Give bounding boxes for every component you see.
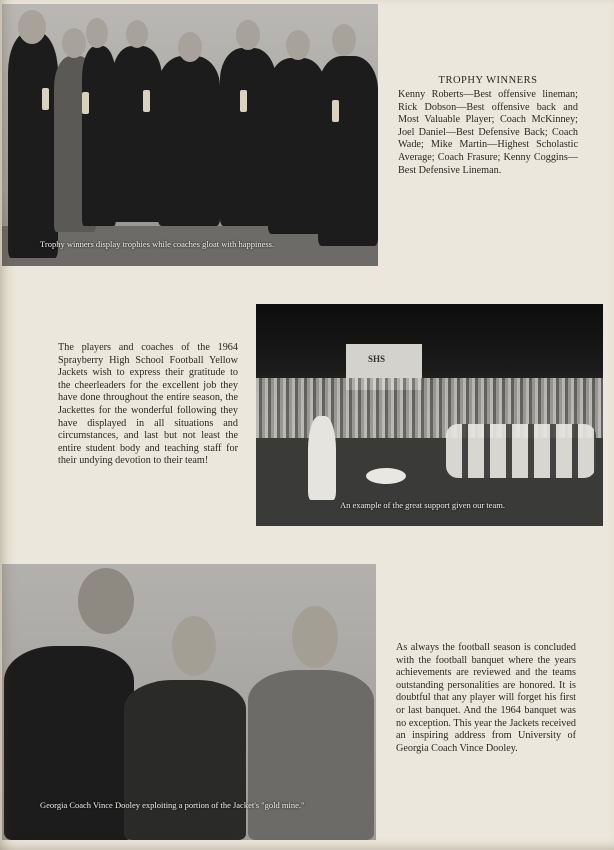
dooley-photo: [2, 564, 376, 840]
cheerleader-group: [446, 424, 596, 478]
person-figure: [124, 680, 246, 840]
trophy-photo-caption: Trophy winners display trophies while coaches gloat with happiness.: [40, 239, 275, 249]
cheer-photo-caption: An example of the great support given our team.: [340, 500, 505, 510]
pom-pom: [366, 468, 406, 484]
person-figure: [318, 56, 378, 246]
person-head: [332, 24, 356, 56]
banquet-paragraph: As always the football season is concluded with the football banquet where the years achievements are reviewed and the teams outstanding personalities are honored. It is doubtful that any player will forget his first or last banquet. And the 1964 banquet was no exception. This year the Jackets received an inspiring address from University of Georgia Coach Vince Dooley.: [396, 642, 576, 754]
trophy-winners-photo: [2, 4, 378, 266]
person-figure: [248, 670, 374, 840]
person-head: [126, 20, 148, 48]
person-head: [18, 10, 46, 44]
dooley-photo-caption: Georgia Coach Vince Dooley exploiting a portion of the Jacket's "gold mine.": [40, 800, 305, 810]
cheerleader-figure: [308, 416, 336, 500]
person-head: [172, 616, 216, 676]
person-head: [178, 32, 202, 62]
person-figure: [112, 46, 162, 222]
person-head: [78, 568, 134, 634]
gratitude-paragraph: The players and coaches of the 1964 Sprayberry High School Football Yellow Jackets wish to express their gratitude to the cheerleaders for the excellent job they have done throughout the entire season, the Jackettes for the wonderful following they have displayed in all situations and circumstances, and last but not least the entire student body and teaching staff for their undying devotion to their team!: [58, 342, 238, 467]
trophy-winners-heading: TROPHY WINNERS: [438, 75, 538, 86]
trophy-icon: [240, 90, 247, 112]
person-head: [86, 18, 108, 48]
trophy-winners-text: Kenny Roberts—Best offensive lineman; Rick Dobson—Best offensive back and Most Valuable Player; Coach McKinney; Joel Daniel—Best Defensive Back; Coach Wade; Mike Martin—Highest Scholastic Average; Coach Frasure; Kenny Coggins—Best Defensive Lineman.: [398, 89, 578, 176]
trophy-icon: [82, 92, 89, 114]
person-head: [62, 28, 86, 58]
trophy-icon: [42, 88, 49, 110]
person-figure: [8, 32, 58, 258]
person-figure: [158, 56, 220, 226]
person-head: [292, 606, 338, 668]
cheerleaders-photo: [256, 304, 603, 526]
trophy-icon: [332, 100, 339, 122]
person-figure: [82, 46, 116, 226]
person-head: [286, 30, 310, 60]
scoreboard-text: SHS: [368, 354, 386, 364]
trophy-icon: [143, 90, 150, 112]
person-head: [236, 20, 260, 50]
